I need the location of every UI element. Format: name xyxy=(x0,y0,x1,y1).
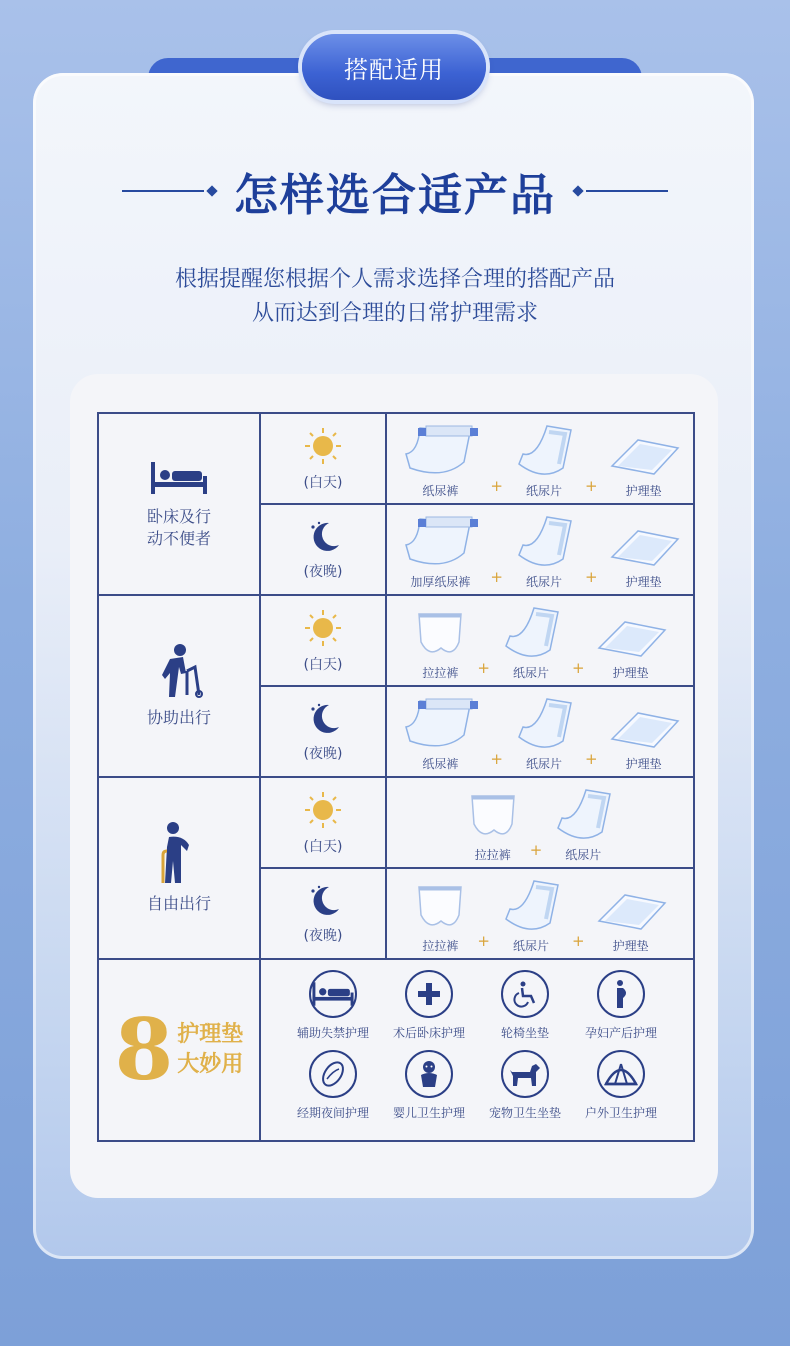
plus-sign: + xyxy=(585,749,598,768)
use-label: 婴儿卫生护理 xyxy=(392,1106,465,1120)
time-cell xyxy=(260,504,386,595)
product-item xyxy=(608,432,680,499)
product-image-icon xyxy=(608,705,680,753)
bed-icon xyxy=(309,970,357,1018)
product-item xyxy=(400,515,480,590)
product-cell xyxy=(386,595,694,686)
product-item xyxy=(413,881,467,954)
wheelchair-icon xyxy=(501,970,549,1018)
product-image-icon xyxy=(413,608,467,662)
moon-icon xyxy=(261,701,385,737)
product-label: 纸尿裤 xyxy=(422,483,459,498)
product-cell xyxy=(386,686,694,777)
time-label: (白天) xyxy=(303,474,343,491)
product-image-icon xyxy=(400,424,480,480)
product-cell xyxy=(386,777,694,868)
product-label: 拉拉裤 xyxy=(474,847,511,862)
product-image-icon xyxy=(500,606,562,662)
plus-sign: + xyxy=(585,476,598,495)
product-label: 纸尿裤 xyxy=(422,756,459,771)
moon-icon xyxy=(261,883,385,919)
product-label: 纸尿片 xyxy=(525,756,562,771)
uses-grid-cell xyxy=(260,959,694,1141)
time-label: (白天) xyxy=(303,838,343,855)
time-cell xyxy=(260,595,386,686)
time-cell xyxy=(260,686,386,777)
time-cell xyxy=(260,777,386,868)
product-image-icon xyxy=(513,697,575,753)
product-item xyxy=(608,705,680,772)
plus-sign: + xyxy=(572,931,585,950)
product-image-icon xyxy=(400,515,480,571)
group-label-line1: 自由出行 xyxy=(146,894,211,913)
product-table xyxy=(97,412,695,1142)
walker-person-icon xyxy=(99,643,259,699)
uses-text-line2: 大妙用 xyxy=(177,1052,244,1077)
title-row xyxy=(0,160,790,222)
use-label: 孕妇产后护理 xyxy=(584,1026,657,1040)
tent-icon xyxy=(597,1050,645,1098)
use-item xyxy=(477,970,573,1050)
plus-sign: + xyxy=(490,567,503,586)
uses-number: 8 xyxy=(114,1000,174,1099)
title-decoration-left xyxy=(122,187,220,195)
product-label: 纸尿片 xyxy=(565,847,602,862)
plus-sign: + xyxy=(572,658,585,677)
sanitary-pad-icon xyxy=(309,1050,357,1098)
product-item xyxy=(413,608,467,681)
table-row xyxy=(98,413,694,504)
dog-icon xyxy=(501,1050,549,1098)
moon-icon xyxy=(261,519,385,555)
product-image-icon xyxy=(500,879,562,935)
product-cell xyxy=(386,868,694,959)
product-label: 拉拉裤 xyxy=(422,665,459,680)
page-title: 怎样选合适产品 xyxy=(234,170,556,221)
product-item xyxy=(500,879,562,954)
subtitle-line1: 根据提醒您根据个人需求选择合理的搭配产品 xyxy=(174,267,615,292)
product-image-icon xyxy=(595,614,667,662)
use-item xyxy=(381,1050,477,1130)
plus-sign: + xyxy=(529,840,543,859)
uses-row xyxy=(98,959,694,1141)
product-item xyxy=(500,606,562,681)
group-label-line2: 动不便者 xyxy=(146,529,211,548)
product-label: 护理垫 xyxy=(625,483,662,498)
product-label: 护理垫 xyxy=(625,574,662,589)
use-item xyxy=(285,1050,381,1130)
time-label: (夜晚) xyxy=(303,563,343,580)
product-label: 纸尿片 xyxy=(512,665,549,680)
sun-icon xyxy=(261,790,385,830)
uses-title-cell xyxy=(98,959,260,1141)
table-row xyxy=(98,595,694,686)
product-image-icon xyxy=(400,697,480,753)
product-cell xyxy=(386,504,694,595)
product-item xyxy=(595,887,667,954)
use-item xyxy=(573,970,669,1050)
product-label: 护理垫 xyxy=(625,756,662,771)
product-image-icon xyxy=(513,515,575,571)
product-image-icon xyxy=(608,432,680,480)
time-label: (夜晚) xyxy=(303,927,343,944)
pregnant-icon xyxy=(597,970,645,1018)
product-cell xyxy=(386,413,694,504)
product-image-icon xyxy=(513,424,575,480)
product-label: 纸尿片 xyxy=(525,483,562,498)
plus-sign: + xyxy=(490,749,503,768)
plus-sign: + xyxy=(490,476,503,495)
plus-sign: + xyxy=(477,658,490,677)
product-item xyxy=(466,790,520,863)
use-item xyxy=(573,1050,669,1130)
product-item xyxy=(595,614,667,681)
group-cell xyxy=(98,413,260,595)
uses-text-line1: 护理垫 xyxy=(177,1022,244,1047)
group-cell xyxy=(98,595,260,777)
group-label-line1: 协助出行 xyxy=(146,708,211,727)
use-label: 辅助失禁护理 xyxy=(296,1026,369,1040)
medical-cross-icon xyxy=(405,970,453,1018)
product-image-icon xyxy=(466,790,520,844)
product-label: 拉拉裤 xyxy=(422,938,459,953)
time-label: (夜晚) xyxy=(303,745,343,762)
product-label: 加厚纸尿裤 xyxy=(410,574,471,589)
use-label: 术后卧床护理 xyxy=(392,1026,465,1040)
use-label: 户外卫生护理 xyxy=(584,1106,657,1120)
use-item xyxy=(285,970,381,1050)
group-cell xyxy=(98,777,260,959)
product-image-icon xyxy=(595,887,667,935)
time-label: (白天) xyxy=(303,656,343,673)
use-label: 宠物卫生坐垫 xyxy=(488,1106,561,1120)
group-label-line1: 卧床及行 xyxy=(146,507,211,526)
product-item xyxy=(608,523,680,590)
product-item xyxy=(513,697,575,772)
sun-icon xyxy=(261,426,385,466)
product-label: 纸尿片 xyxy=(512,938,549,953)
use-item xyxy=(381,970,477,1050)
use-label: 经期夜间护理 xyxy=(296,1106,369,1120)
time-cell xyxy=(260,868,386,959)
table-row xyxy=(98,777,694,868)
baby-icon xyxy=(405,1050,453,1098)
product-label: 护理垫 xyxy=(612,665,649,680)
title-decoration-right xyxy=(570,187,668,195)
product-image-icon xyxy=(413,881,467,935)
product-label: 纸尿片 xyxy=(525,574,562,589)
bed-icon xyxy=(99,458,259,498)
use-item xyxy=(477,1050,573,1130)
time-cell xyxy=(260,413,386,504)
product-item xyxy=(513,424,575,499)
product-image-icon xyxy=(552,788,614,844)
use-label: 轮椅坐垫 xyxy=(500,1026,549,1040)
cane-person-icon xyxy=(99,821,259,885)
plus-sign: + xyxy=(477,931,490,950)
product-item xyxy=(400,697,480,772)
header-tab: 搭配适用 xyxy=(302,34,486,100)
product-item xyxy=(552,788,614,863)
product-image-icon xyxy=(608,523,680,571)
product-label: 护理垫 xyxy=(612,938,649,953)
plus-sign: + xyxy=(585,567,598,586)
subtitle-line2: 从而达到合理的日常护理需求 xyxy=(251,301,538,326)
product-item xyxy=(513,515,575,590)
sun-icon xyxy=(261,608,385,648)
product-item xyxy=(400,424,480,499)
